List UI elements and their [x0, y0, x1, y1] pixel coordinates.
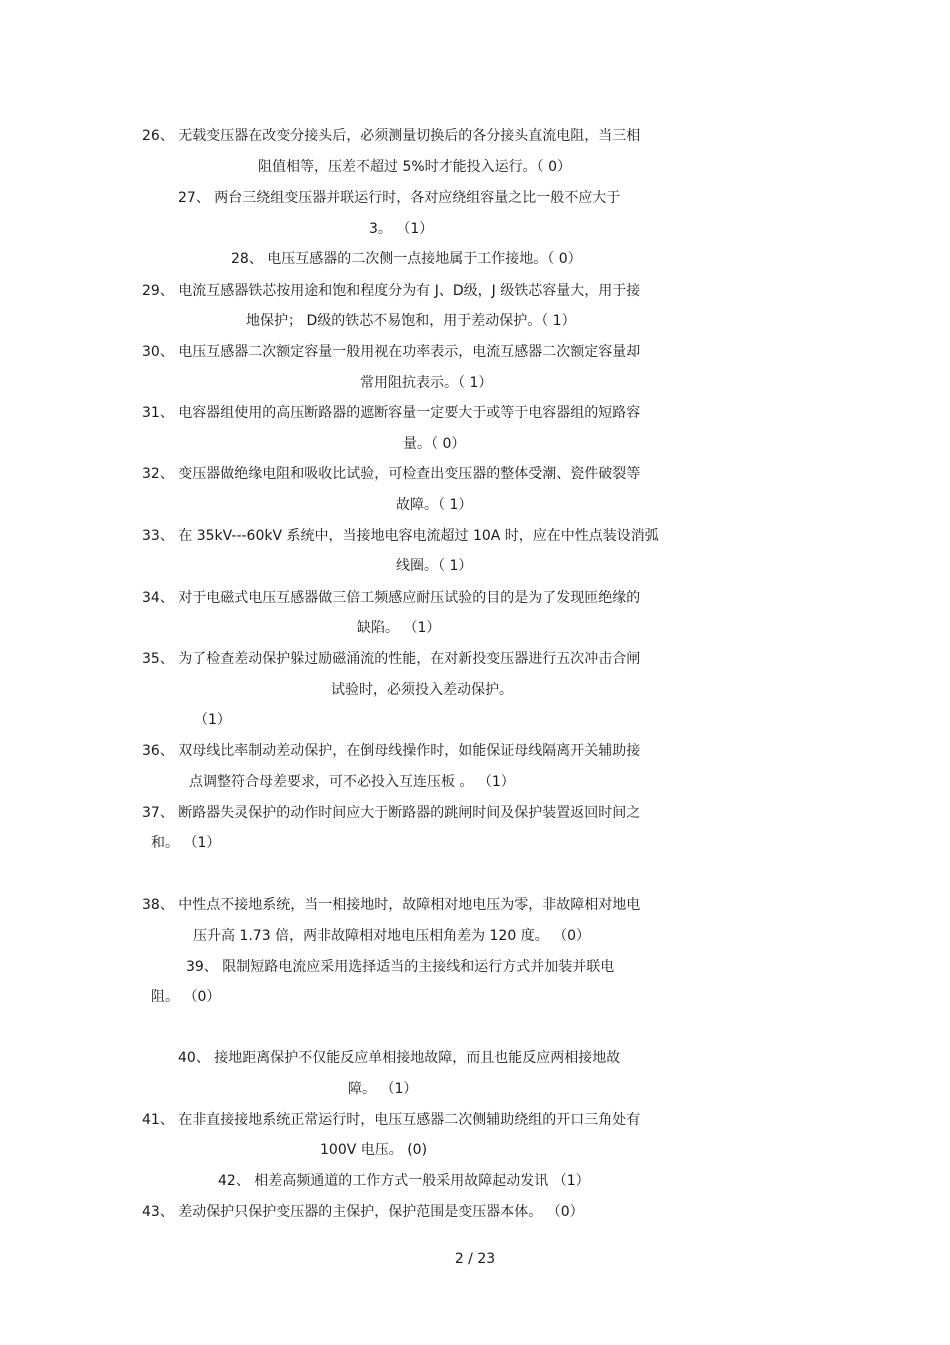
text-line-33b: 线圈。（ 1）: [396, 558, 473, 574]
text-line-33a: 33、 在 35kV---60kV 系统中，当接地电容电流超过 10A 时，应在中性点装设消弧: [142, 528, 659, 544]
text-line-31a: 31、 电容器组使用的高压断路器的遮断容量一定要大于或等于电容器组的短路容: [142, 405, 641, 421]
text-line-36b: 点调整符合母差要求，可不必投入互连压板 。 （1）: [189, 774, 515, 790]
text-line-29a: 29、 电流互感器铁芯按用途和饱和程度分为有 J、D级，J 级铁芯容量大，用于接: [142, 283, 641, 299]
text-line-30a: 30、 电压互感器二次额定容量一般用视在功率表示，电流互感器二次额定容量却: [142, 344, 641, 360]
text-line-41b: 100V 电压。 (0): [320, 1142, 428, 1158]
text-line-43: 43、 差动保护只保护变压器的主保护，保护范围是变压器本体。 （0）: [142, 1204, 584, 1220]
text-line-37b: 和。 （1）: [151, 835, 221, 851]
text-line-26b: 阻值相等，压差不超过 5%时才能投入运行。（ 0）: [258, 159, 572, 175]
text-line-38b: 压升高 1.73 倍，两非故障相对地电压相角差为 120 度。 （0）: [193, 928, 591, 944]
text-line-37a: 37、 断路器失灵保护的动作时间应大于断路器的跳闸时间及保护装置返回时间之: [142, 805, 641, 821]
text-line-34a: 34、 对于电磁式电压互感器做三倍工频感应耐压试验的目的是为了发现匝绝缘的: [142, 590, 641, 606]
text-line-35c: （1）: [194, 712, 231, 728]
text-line-41a: 41、 在非直接接地系统正常运行时，电压互感器二次侧辅助绕组的开口三角处有: [142, 1112, 641, 1128]
text-line-27a: 27、 两台三绕组变压器并联运行时，各对应绕组容量之比一般不应大于: [178, 190, 621, 206]
text-line-34b: 缺陷。 （1）: [357, 620, 441, 636]
text-line-35a: 35、 为了检查差动保护躲过励磁涌流的性能，在对新投变压器进行五次冲击合闸: [142, 651, 641, 667]
text-line-28: 28、 电压互感器的二次侧一点接地属于工作接地。（ 0）: [231, 251, 582, 267]
text-line-35b: 试验时，必须投入差动保护。: [331, 682, 513, 698]
text-line-38a: 38、 中性点不接地系统，当一相接地时，故障相对地电压为零，非故障相对地电: [142, 897, 641, 913]
text-line-36a: 36、 双母线比率制动差动保护，在倒母线操作时，如能保证母线隔离开关辅助接: [142, 743, 641, 759]
text-line-31b: 量。（ 0）: [403, 436, 466, 452]
text-line-39a: 39、 限制短路电流应采用选择适当的主接线和运行方式并加装并联电: [186, 959, 615, 975]
text-line-29b: 地保护； D级的铁芯不易饱和，用于差动保护。（ 1）: [246, 313, 576, 329]
text-line-42: 42、 相差高频通道的工作方式一般采用故障起动发讯 （1）: [218, 1173, 590, 1189]
text-line-32b: 故障。（ 1）: [396, 497, 473, 513]
text-line-27b: 3。 （1）: [369, 221, 434, 237]
page-number: 2 / 23: [454, 1251, 496, 1267]
text-line-40a: 40、 接地距离保护不仅能反应单相接地故障，而且也能反应两相接地故: [178, 1050, 621, 1066]
text-line-30b: 常用阻抗表示。（ 1）: [360, 375, 493, 391]
text-line-40b: 障。 （1）: [348, 1081, 418, 1097]
text-line-32a: 32、 变压器做绝缘电阻和吸收比试验，可检查出变压器的整体受潮、瓷件破裂等: [142, 466, 641, 482]
text-line-26a: 26、 无载变压器在改变分接头后，必须测量切换后的各分接头直流电阻，当三相: [142, 128, 641, 144]
text-line-39b: 阻。 （0）: [151, 989, 221, 1005]
